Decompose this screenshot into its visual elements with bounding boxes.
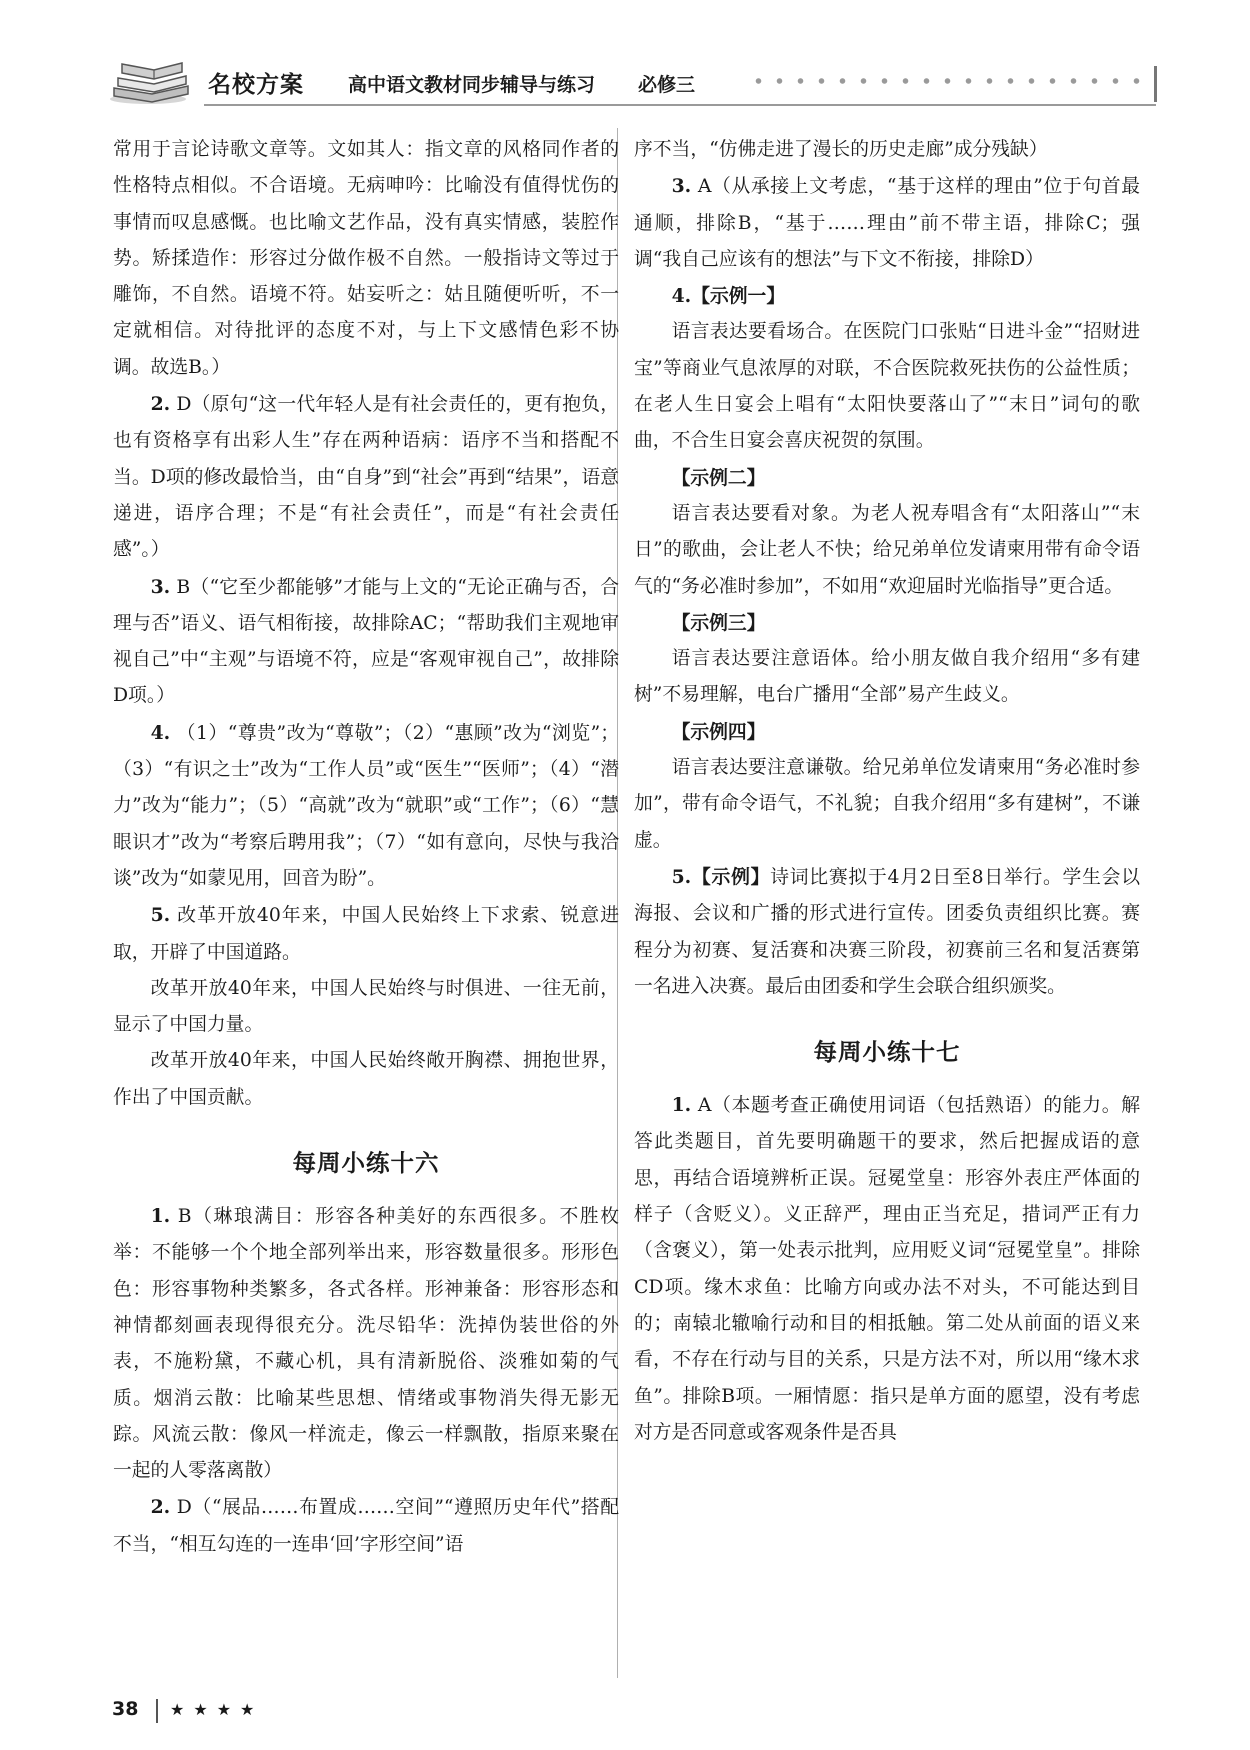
paragraph: 语言表达要注意语体。给小朋友做自我介绍用“多有建树”不易理解，电台广播用“全部”易产生歧义。 [634, 648, 1140, 706]
paragraph: 语言表达要注意谦敬。给兄弟单位发请柬用“务必准时参加”，带有命令语气，不礼貌；自我介绍用“多有建树”，不谦虚。 [634, 757, 1140, 851]
answer-item [113, 897, 619, 971]
question-number: 2. [150, 393, 171, 416]
header-end-bar [1154, 66, 1157, 102]
example-label: 4.【示例一】 [671, 285, 786, 308]
question-number: 5. [150, 904, 171, 927]
answer-text: 诗词比赛拟于4月2日至8日举行。学生会以海报、会议和广播的形式进行宣传。团委负责组织比赛。赛程分为初赛、复活赛和决赛三阶段，初赛前三名和复活赛第一名进入决赛。最后由团委和学生会联合组织颁奖。 [634, 866, 1140, 997]
page-header [108, 48, 1168, 110]
difficulty-stars: ★★★★ [170, 1700, 264, 1719]
question-number: 4. [150, 721, 171, 744]
answer-item [113, 386, 619, 568]
brand-title: 名校方案 [208, 72, 304, 98]
section-title: 每周小练十六 [292, 1149, 440, 1178]
answer-text: B（琳琅满目：形容各种美好的东西很多。不胜枚举：不能够一个个地全部列举出来，形容数量很多。形形色色：形容事物种类繁多，各式各样。形神兼备：形容形态和神情都刻画表现得很充分。洗尽铅华：洗掉伪装世俗的外表，不施粉黛，不藏心机，具有清新脱俗、淡雅如菊的气质。烟消云散：比喻某些思想、情绪或事物消失得无影无踪。风流云散：像风一样流走，像云一样飘散，指原来聚在一起的人零落离散） [113, 1206, 619, 1482]
answer-text: B（“它至少都能够”才能与上文的“无论正确与否，合理与否”语义、语气相衔接，故排除AC；“帮助我们主观地审视自己”中“主观”与语境不符，应是“客观审视自己”，故排除D项。） [113, 576, 619, 707]
paragraph: 语言表达要看场合。在医院门口张贴“日进斗金”“招财进宝”等商业气息浓厚的对联，不合医院救死扶伤的公益性质；在老人生日宴会上唱有“太阳快要落山了”“末日”词句的歌曲，不合生日宴会喜庆祝贺的氛围。 [634, 321, 1140, 452]
answer-text: D（“展品……布置成……空间”“遵照历史年代”搭配不当，“相互勾连的一连串‘回’字形空间”语 [113, 1497, 619, 1555]
answer-item [634, 1087, 1140, 1451]
answer-item [113, 1198, 619, 1489]
answer-item [634, 168, 1140, 278]
answer-item [113, 1489, 619, 1563]
paragraph: 常用于言论诗歌文章等。文如其人：指文章的风格同作者的性格特点相似。不合语境。无病呻吟：比喻没有值得忧伤的事情而叹息感慨。也比喻文艺作品，没有真实情感，装腔作势。矫揉造作：形容过分做作极不自然。一般指诗文等过于雕饰，不自然。语境不符。姑妄听之：姑且随便听听，不一定就相信。对待批评的态度不对，与上下文感情色彩不协调。故选B。） [113, 139, 619, 378]
answer-text: A（本题考查正确使用词语（包括熟语）的能力。解答此类题目，首先要明确题干的要求，然后把握成语的意思，再结合语境辨析正误。冠冕堂皇：形容外表庄严体面的样子（含贬义）。义正辞严，理由正当充足，措词严正有力（含褒义），第一处表示批判，应用贬义词“冠冕堂皇”。排除CD项。缘木求鱼：比喻方向或办法不对头，不可能达到目的；南辕北辙喻行动和目的相抵触。第二处从前面的语义来看，不存在行动与目的关系，只是方法不对，所以用“缘木求鱼”。排除B项。一厢情愿：指只是单方面的愿望，没有考虑对方是否同意或客观条件是否具 [634, 1095, 1140, 1443]
paragraph: 序不当，“仿佛走进了漫长的历史走廊”成分残缺） [634, 139, 1048, 160]
example-label: 【示例四】 [671, 720, 766, 743]
header-dot-leader [748, 77, 1148, 85]
answer-item [113, 715, 619, 897]
left-column [113, 132, 619, 1563]
example-label: 【示例二】 [671, 466, 766, 489]
question-number: 3. [150, 575, 171, 598]
question-number: 1. [671, 1094, 692, 1117]
right-column [634, 132, 1140, 1451]
book-stack-icon [108, 50, 194, 106]
answer-text: （1）“尊贵”改为“尊敬”；（2）“惠顾”改为“浏览”；（3）“有识之士”改为“工作人员”或“医生”“医师”；（4）“潜力”改为“能力”；（5）“高就”改为“就职”或“工作”；（6）“慧眼识才”改为“考察后聘用我”；（7）“如有意向，尽快与我洽谈”改为“如蒙见用，回音为盼”。 [113, 722, 619, 889]
header-rule [204, 104, 1156, 106]
question-number: 5.【示例】 [671, 865, 771, 888]
series-title: 高中语文教材同步辅导与练习 [348, 74, 596, 96]
page-number: 38 [112, 1698, 139, 1720]
example-label: 【示例三】 [671, 611, 766, 634]
footer-divider [156, 1699, 158, 1723]
answer-text: A（从承接上文考虑，“基于这样的理由”位于句首最通顺，排除B，“基于……理由”前不带主语，排除C；强调“我自己应该有的想法”与下文不衔接，排除D） [634, 176, 1140, 270]
question-number: 3. [671, 175, 692, 198]
paragraph: 改革开放40年来，中国人民始终与时俱进、一往无前，显示了中国力量。 [113, 977, 619, 1036]
paragraph: 改革开放40年来，中国人民始终敞开胸襟、拥抱世界，作出了中国贡献。 [113, 1050, 619, 1108]
answer-item [113, 569, 619, 715]
answer-item [634, 859, 1140, 1005]
volume-label: 必修三 [638, 74, 696, 96]
question-number: 2. [150, 1496, 171, 1519]
answer-text: 改革开放40年来，中国人民始终上下求索、锐意进取，开辟了中国道路。 [113, 905, 619, 963]
section-title: 每周小练十七 [813, 1038, 961, 1067]
question-number: 1. [150, 1205, 171, 1228]
answer-text: D（原句“这一代年轻人是有社会责任的，更有抱负，也有资格享有出彩人生”存在两种语病：语序不当和搭配不当。D项的修改最恰当，由“自身”到“社会”再到“结果”，语意递进，语序合理；不是“有社会责任”，而是“有社会责任感”。） [113, 394, 619, 561]
paragraph: 语言表达要看对象。为老人祝寿唱含有“太阳落山”“末日”的歌曲，会让老人不快；给兄弟单位发请柬用带有命令语气的“务必准时参加”，不如用“欢迎届时光临指导”更合适。 [634, 502, 1140, 597]
